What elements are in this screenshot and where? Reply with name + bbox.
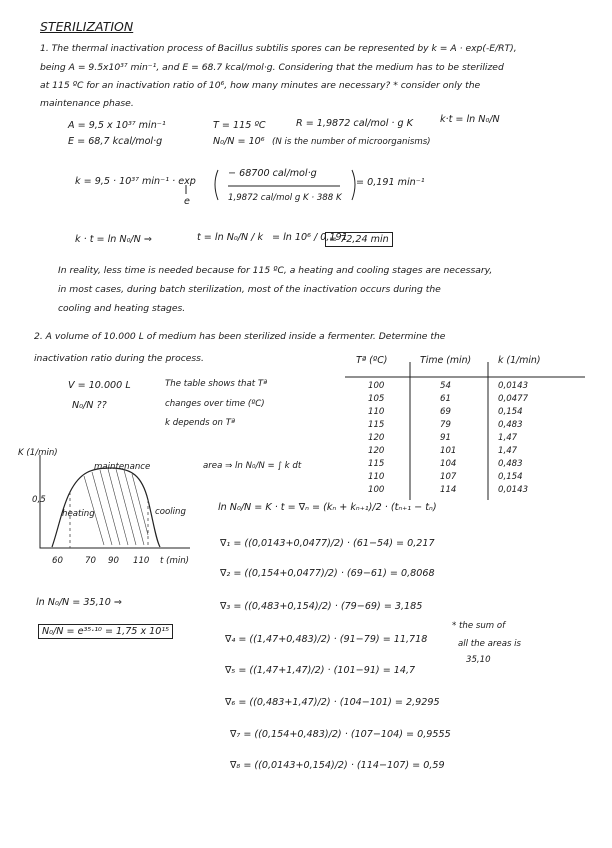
table-cell: 0,0477 <box>498 394 529 404</box>
problem1-line2: being A = 9.5x10³⁷ min⁻¹, and E = 68.7 kcal/mol·g. Considering that the medium has to be sterilized <box>40 62 504 73</box>
graph-axes <box>40 455 190 548</box>
problem2-line2: inactivation ratio during the process. <box>34 353 204 364</box>
table-cell: 1,47 <box>498 433 518 443</box>
sum-note-2: all the areas is <box>458 639 522 649</box>
conclusion-line3: cooling and heating stages. <box>58 303 186 314</box>
given-kt: k·t = ln N₀/N <box>440 114 500 125</box>
exp-brackets <box>215 170 355 200</box>
problem1-line1: 1. The thermal inactivation process of Bacillus subtilis spores can be represented by k = A · exp(-E/RT), <box>40 43 517 54</box>
graph-y-label: K (1/min) <box>18 448 58 458</box>
step-2: ∇₂ = ((0,154+0,0477)/2) · (69−61) = 0,8068 <box>220 568 435 579</box>
time-lhs: k · t = ln N₀/N ⇒ <box>75 234 152 245</box>
problem2-line1: 2. A volume of 10.000 L of medium has been sterilized inside a fermenter. Determine the <box>34 331 446 342</box>
sum-note-3: 35,10 <box>466 655 491 665</box>
given-E: E = 68,7 kcal/mol·g <box>68 136 163 147</box>
graph-y-tick: 0,5 <box>32 495 46 505</box>
table-cell: 120 <box>368 433 385 443</box>
table-cell: 105 <box>368 394 385 404</box>
problem1-line4: maintenance phase. <box>40 98 134 109</box>
page-title: STERILIZATION <box>40 19 134 34</box>
step-1: ∇₁ = ((0,0143+0,0477)/2) · (61−54) = 0,217 <box>220 538 435 549</box>
problem1-line3: at 115 ºC for an inactivation ratio of 10⁶, how many minutes are necessary? * consider only the <box>40 80 481 91</box>
p2-volume: V = 10.000 L <box>68 380 131 391</box>
table-cell: 69 <box>440 407 451 417</box>
table-cell: 120 <box>368 446 385 456</box>
step-6: ∇₆ = ((0,483+1,47)/2) · (104−101) = 2,9295 <box>225 697 440 708</box>
step-8: ∇₈ = ((0,0143+0,154)/2) · (114−107) = 0,59 <box>230 760 445 771</box>
table-header-temp: Tª (ºC) <box>356 355 388 366</box>
graph-maintenance-label: maintenance <box>94 462 151 472</box>
table-cell: 114 <box>440 485 457 495</box>
table-cell: 100 <box>368 485 385 495</box>
step-7: ∇₇ = ((0,154+0,483)/2) · (107−104) = 0,9555 <box>230 729 451 740</box>
given-note: (N is the number of microorganisms) <box>272 137 431 147</box>
step-3: ∇₃ = ((0,483+0,154)/2) · (79−69) = 3,185 <box>220 601 423 612</box>
graph-x-tick-110: 110 <box>133 556 150 566</box>
graph-curve <box>52 468 160 547</box>
time-result: = 72,24 min <box>325 232 393 247</box>
time-formula: t = ln N₀/N / k <box>197 232 264 243</box>
table-cell: 0,154 <box>498 407 523 417</box>
graph-x-tick-90: 90 <box>108 556 119 566</box>
conclusion-line1: In reality, less time is needed because for 115 ºC, a heating and cooling stages are necessary, <box>58 265 493 276</box>
area-formula: area ⇒ ln N₀/N = ∫ k dt <box>203 461 302 471</box>
trapezoid-general: ln N₀/N = K · t = ∇ₙ = (kₙ + kₙ₊₁)/2 · (tₙ₊₁ − tₙ) <box>218 502 437 513</box>
table-cell: 0,483 <box>498 459 523 469</box>
table-cell: 0,0143 <box>498 381 529 391</box>
p2-note2: changes over time (ºC) <box>165 399 265 409</box>
table-cell: 115 <box>368 420 385 430</box>
graph-heating-label: heating <box>62 509 95 519</box>
table-cell: 110 <box>368 407 385 417</box>
table-cell: 104 <box>440 459 457 469</box>
p2-note1: The table shows that Tª <box>165 379 268 389</box>
k-denominator: 1,9872 cal/mol g K · 388 K <box>228 193 342 203</box>
step-5: ∇₅ = ((1,47+1,47)/2) · (101−91) = 14,7 <box>225 665 416 676</box>
conclusion-line2: in most cases, during batch sterilization, most of the inactivation occurs during the <box>58 284 441 295</box>
table-cell: 100 <box>368 381 385 391</box>
graph-x-label: t (min) <box>160 556 190 566</box>
table-cell: 0,0143 <box>498 485 529 495</box>
graph-cooling-label: cooling <box>155 507 186 517</box>
table-cell: 79 <box>440 420 451 430</box>
table-cell: 0,154 <box>498 472 523 482</box>
final-result: N₀/N = e³⁵·¹⁰ = 1,75 x 10¹⁵ <box>38 624 173 639</box>
sum-note-1: * the sum of <box>452 621 506 631</box>
table-cell: 0,483 <box>498 420 523 430</box>
table-cell: 61 <box>440 394 451 404</box>
k-result: = 0,191 min⁻¹ <box>356 177 425 188</box>
given-A: A = 9,5 x 10³⁷ min⁻¹ <box>68 120 166 131</box>
table-cell: 110 <box>368 472 385 482</box>
p2-note3: k depends on Tª <box>165 418 236 428</box>
table-cell: 107 <box>440 472 457 482</box>
e-label: e <box>184 196 190 207</box>
table-cell: 101 <box>440 446 457 456</box>
table-rule-v <box>410 362 488 500</box>
ln-result: ln N₀/N = 35,10 ⇒ <box>36 597 122 608</box>
table-cell: 54 <box>440 381 451 391</box>
given-T: T = 115 ºC <box>213 120 266 131</box>
given-ratio: N₀/N = 10⁶ <box>213 136 265 147</box>
k-numerator: − 68700 cal/mol·g <box>228 168 317 179</box>
table-cell: 1,47 <box>498 446 518 456</box>
table-cell: 115 <box>368 459 385 469</box>
p2-ratio: N₀/N ?? <box>72 400 107 411</box>
table-cell: 91 <box>440 433 451 443</box>
given-R: R = 1,9872 cal/mol · g K <box>296 118 413 129</box>
graph-hatching <box>84 469 148 545</box>
table-header-time: Time (min) <box>420 355 472 366</box>
time-sub: = ln 10⁶ / 0,191 <box>272 232 348 243</box>
graph-x-tick-70: 70 <box>85 556 96 566</box>
graph-guides <box>70 492 148 548</box>
graph-x-tick-60: 60 <box>52 556 63 566</box>
step-4: ∇₄ = ((1,47+0,483)/2) · (91−79) = 11,718 <box>225 634 428 645</box>
table-header-k: k (1/min) <box>498 355 541 366</box>
k-expression: k = 9,5 · 10³⁷ min⁻¹ · exp <box>75 176 196 187</box>
